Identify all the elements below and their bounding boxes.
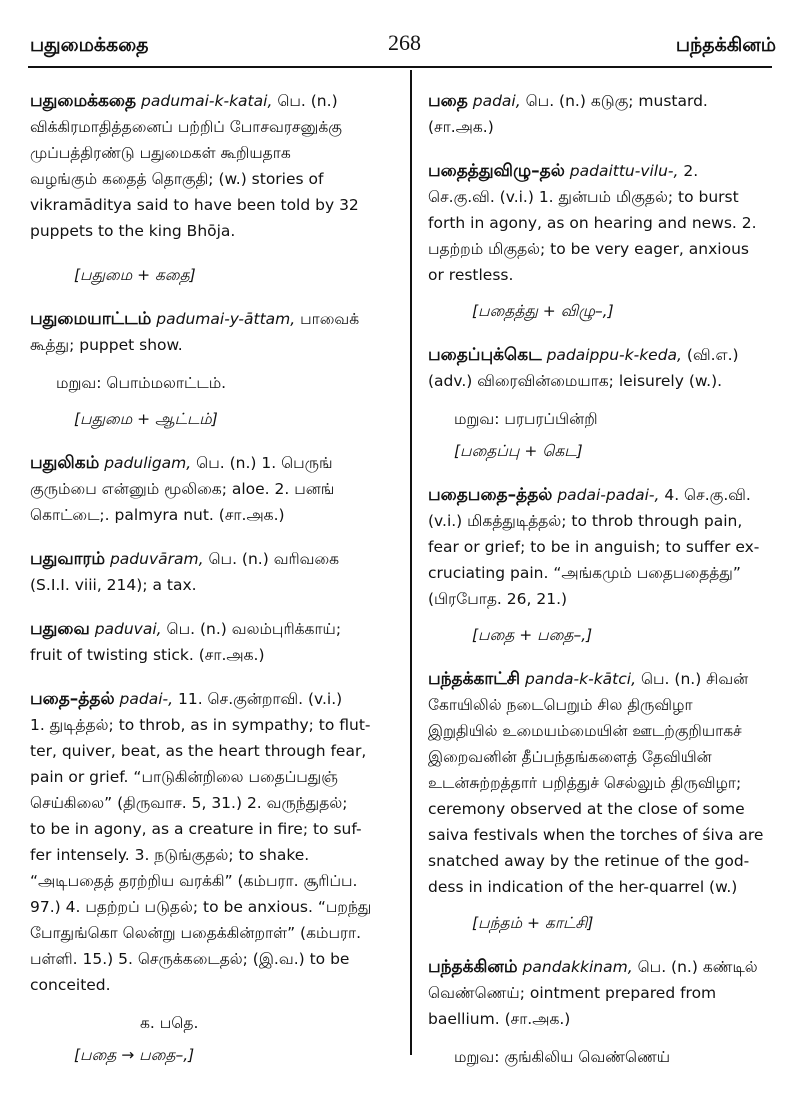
- definition-line: dess in indication of the her-quarrel (w.): [428, 878, 738, 896]
- definition-line: to be in agony, as a creature in fire; to suf-: [30, 820, 362, 838]
- transliteration: panda-k-kātci,: [525, 670, 637, 688]
- definition-text: பெ. (n.) கடுகு; mustard.: [525, 92, 708, 110]
- header-right-guide-word: பந்தக்கினம்: [675, 34, 776, 56]
- definition-line: (S.I.I. viii, 214); a tax.: [30, 576, 197, 594]
- definition-line: snatched away by the retinue of the god-: [428, 852, 750, 870]
- definition-line: fruit of twisting stick. (சா.அக.): [30, 646, 265, 664]
- etymology: [பதைத்து + விழு–,]: [472, 302, 614, 320]
- definition-line: puppets to the king Bhōja.: [30, 222, 236, 240]
- transliteration: padai-,: [119, 690, 174, 708]
- transliteration: paduvāram,: [109, 550, 204, 568]
- definition-line: ter, quiver, beat, as the heart through fear,: [30, 742, 367, 760]
- cognate: க. பதெ.: [140, 1014, 199, 1032]
- dictionary-entry: [30, 88, 395, 288]
- headword: பதுமையாட்டம்: [30, 309, 152, 329]
- etymology: [பதுமை + கதை]: [74, 266, 196, 284]
- definition-line: ceremony observed at the close of some: [428, 800, 745, 818]
- transliteration: paduvai,: [94, 620, 162, 638]
- headword: பதை–த்தல்: [30, 689, 115, 709]
- headword: பதை: [428, 91, 468, 111]
- definition-line: பள்ளி. 15.) 5. செருக்கடைதல்; (இ.வ.) to be: [30, 950, 350, 968]
- page-number: 268: [388, 30, 421, 55]
- definition-line: pain or grief. “பாடுகின்றிலை பதைப்பதுஞ்: [30, 768, 338, 786]
- dictionary-entry: [30, 686, 395, 1068]
- dictionary-entry: [30, 546, 395, 598]
- transliteration: padai-padai-,: [557, 486, 660, 504]
- definition-text: (வி.எ.): [686, 346, 739, 364]
- dictionary-entry: [428, 666, 788, 936]
- left-column: [30, 88, 395, 1086]
- headword: பதுவாரம்: [30, 549, 106, 569]
- synonym: மறுவ: பொம்மலாட்டம்.: [56, 374, 227, 392]
- definition-text: பாவைக்: [300, 310, 360, 328]
- dictionary-entry: [428, 482, 788, 648]
- transliteration: padai,: [472, 92, 521, 110]
- definition-line: செய்கிலை” (திருவாச. 5, 31.) 2. வருந்துதல்;: [30, 794, 348, 812]
- definition-line: (பிரபோத. 26, 21.): [428, 590, 568, 608]
- etymology: [பதை → பதை–,]: [74, 1046, 195, 1064]
- transliteration: padumai-k-katai,: [141, 92, 273, 110]
- transliteration: paduligam,: [104, 454, 192, 472]
- headword: பதைபதை–த்தல்: [428, 485, 553, 505]
- headword: பதைப்புக்கெட: [428, 345, 542, 365]
- definition-line: இறைவனின் தீப்பந்தங்களைத் தேவியின்: [428, 748, 712, 766]
- definition-text: பெ. (n.) வலம்புரிக்காய்;: [166, 620, 342, 638]
- definition-text: 2.: [683, 162, 699, 180]
- transliteration: padaippu-k-keda,: [546, 346, 682, 364]
- etymology: [பந்தம் + காட்சி]: [472, 914, 594, 932]
- definition-text: 4. செ.கு.வி.: [664, 486, 751, 504]
- header-rule: [28, 66, 772, 68]
- definition-line: விக்கிரமாதித்தனைப் பற்றிப் போசவரசனுக்கு: [30, 118, 342, 136]
- dictionary-entry: [428, 342, 788, 464]
- definition-text: பெ. (n.): [277, 92, 338, 110]
- page-header: [0, 0, 800, 70]
- definition-line: “அடிபதைத் தரற்றிய வரக்கி” (கம்பரா. சூரிப்ப.: [30, 872, 358, 890]
- definition-line: கோயிலில் நடைபெறும் சில திருவிழா: [428, 696, 693, 714]
- definition-line: saiva festivals when the torches of śiva are: [428, 826, 764, 844]
- dictionary-entry: [30, 450, 395, 528]
- headword: பதுவை: [30, 619, 90, 639]
- dictionary-entry: [428, 954, 788, 1070]
- etymology: [பதைப்பு + கெட]: [454, 442, 583, 460]
- definition-line: vikramāditya said to have been told by 32: [30, 196, 359, 214]
- headword: பதுலிகம்: [30, 453, 100, 473]
- dictionary-entry: [30, 616, 395, 668]
- definition-line: fear or grief; to be in anguish; to suffer ex-: [428, 538, 760, 556]
- definition-line: போதுங்கொ லென்று பதைக்கின்றாள்” (கம்பரா.: [30, 924, 362, 942]
- definition-line: கொட்டை;. palmyra nut. (சா.அக.): [30, 506, 285, 524]
- headword: பந்தக்காட்சி: [428, 669, 521, 689]
- definition-line: fer intensely. 3. நடுங்குதல்; to shake.: [30, 846, 310, 864]
- transliteration: padaittu-vilu-,: [569, 162, 679, 180]
- definition-line: உடன்சுற்றத்தார் பறித்துச் செல்லும் திருவிழா;: [428, 774, 742, 792]
- definition-line: வெண்ணெய்; ointment prepared from: [428, 984, 717, 1002]
- definition-line: cruciating pain. “அங்கமும் பதைபதைத்து”: [428, 564, 741, 582]
- transliteration: padumai-y-āttam,: [156, 310, 296, 328]
- definition-text: பெ. (n.) வரிவகை: [208, 550, 340, 568]
- headword: பந்தக்கினம்: [428, 957, 518, 977]
- headword: பதுமைக்கதை: [30, 91, 137, 111]
- definition-line: (adv.) விரைவின்மையாக; leisurely (w.).: [428, 372, 723, 390]
- definition-text: பெ. (n.) 1. பெருங்: [196, 454, 333, 472]
- definition-line: குரும்பை என்னும் மூலிகை; aloe. 2. பனங்: [30, 480, 335, 498]
- synonym: மறுவ: பரபரப்பின்றி: [454, 410, 598, 428]
- definition-line: or restless.: [428, 266, 514, 284]
- definition-line: baellium. (சா.அக.): [428, 1010, 571, 1028]
- definition-text: பெ. (n.) சிவன்: [640, 670, 749, 688]
- definition-line: 97.) 4. பதற்றப் படுதல்; to be anxious. “பறந்து: [30, 898, 372, 916]
- definition-line: கூத்து; puppet show.: [30, 336, 183, 354]
- header-left-guide-word: பதுமைக்கதை: [30, 34, 149, 56]
- etymology: [பதை + பதை–,]: [472, 626, 593, 644]
- definition-line: (சா.அக.): [428, 118, 494, 136]
- dictionary-entry: [30, 306, 395, 432]
- right-column: [428, 88, 788, 1088]
- definition-line: வழங்கும் கதைத் தொகுதி; (w.) stories of: [30, 170, 324, 188]
- definition-line: 1. துடித்தல்; to throb, as in sympathy; to flut-: [30, 716, 371, 734]
- transliteration: pandakkinam,: [522, 958, 633, 976]
- synonym: மறுவ: குங்கிலிய வெண்ணெய்: [454, 1048, 671, 1066]
- definition-line: forth in agony, as on hearing and news. 2.: [428, 214, 757, 232]
- definition-line: முப்பத்திரண்டு பதுமைகள் கூறியதாக: [30, 144, 291, 162]
- definition-text: 11. செ.குன்றாவி. (v.i.): [177, 690, 343, 708]
- definition-line: இறுதியில் உமையம்மையின் ஊடற்குறியாகச்: [428, 722, 742, 740]
- definition-line: conceited.: [30, 976, 111, 994]
- headword: பதைத்துவிழு–தல்: [428, 161, 565, 181]
- definition-text: பெ. (n.) கண்டில்: [637, 958, 758, 976]
- etymology: [பதுமை + ஆட்டம்]: [74, 410, 218, 428]
- column-divider: [410, 70, 412, 1055]
- dictionary-entry: [428, 88, 788, 140]
- dictionary-entry: [428, 158, 788, 324]
- definition-line: செ.கு.வி. (v.i.) 1. துன்பம் மிகுதல்; to burst: [428, 188, 739, 206]
- definition-line: பதற்றம் மிகுதல்; to be very eager, anxious: [428, 240, 749, 258]
- definition-line: (v.i.) மிகத்துடித்தல்; to throb through pain,: [428, 512, 743, 530]
